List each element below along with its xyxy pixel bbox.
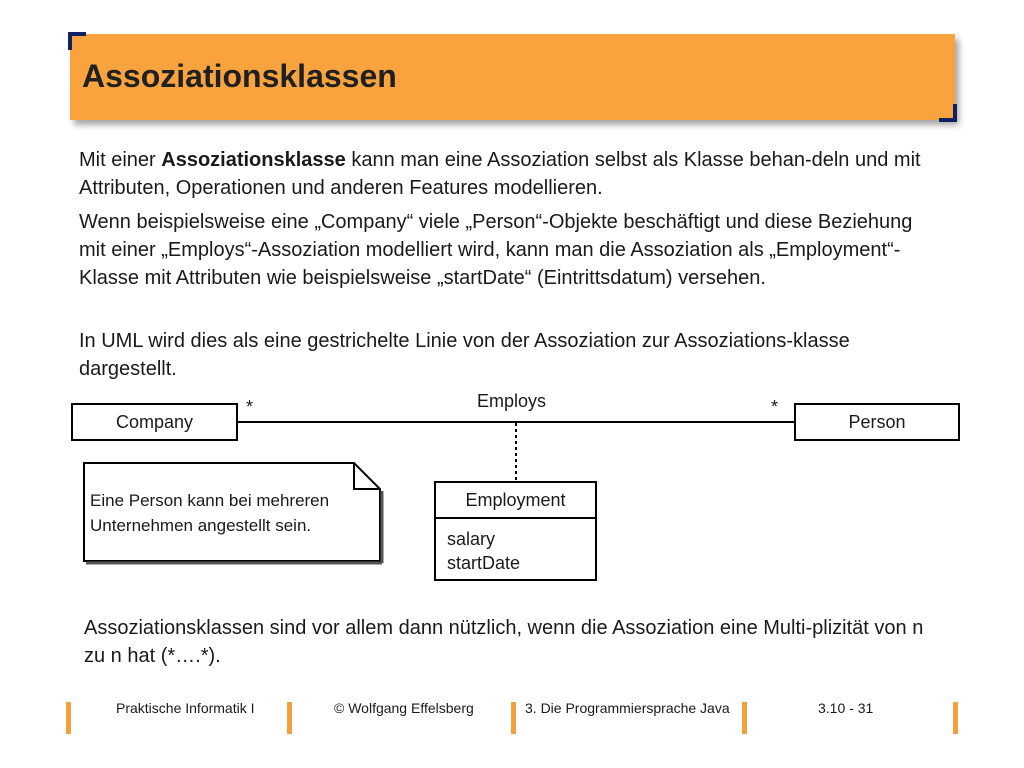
footer-author: © Wolfgang Effelsberg [334, 700, 474, 716]
paragraph-3: In UML wird dies als eine gestrichelte Linie von der Assoziation zur Assoziations-klasse dargestellt. [79, 330, 850, 380]
note-line-1: Eine Person kann bei mehreren [90, 491, 330, 510]
paragraph-1-rest: kann man eine Assoziation selbst als Klasse behan-deln und mit Attributen, Operationen und anderen Features modellieren. [79, 149, 921, 199]
paragraph-2: Wenn beispielsweise eine „Company“ viele „Person“-Objekte beschäftigt und diese Beziehung mit einer „Employs“-Assoziation modelliert wird, kann man die Assoziation als „Employment“-Klasse mit Attributen wie beispielsweise „startDate“ (Eintrittsdatum) versehen. [79, 211, 913, 289]
footer-course: Praktische Informatik I [116, 700, 255, 716]
multiplicity-right: * [771, 397, 779, 417]
paragraph-4: Assoziationsklassen sind vor allem dann nützlich, wenn die Assoziation eine Multi-plizität von n zu n hat (*….*). [84, 617, 924, 667]
class-company [71, 403, 238, 441]
class-employment [434, 481, 597, 581]
footer-chapter: 3. Die Programmiersprache Java [525, 700, 730, 716]
class-company-label: Company [115, 412, 194, 432]
class-person [794, 403, 960, 441]
footer-separator [953, 702, 958, 734]
paragraph-1-term: Assoziationsklasse [161, 149, 346, 171]
class-employment-label: Employment [465, 490, 566, 510]
attribute-startdate: startDate [447, 553, 521, 573]
slide-title: Assoziationsklassen [82, 58, 397, 94]
footer-page-number: 3.10 - 31 [818, 700, 874, 716]
paragraph-1-start: Mit einer [79, 149, 162, 171]
footer-separator [742, 702, 747, 734]
association-name: Employs [477, 391, 547, 411]
footer-separator [66, 702, 71, 734]
footer-separator [287, 702, 292, 734]
attribute-salary: salary [447, 529, 496, 549]
footer-separator [511, 702, 516, 734]
class-divider [436, 517, 595, 519]
class-person-label: Person [848, 412, 906, 432]
note-line-2: Unternehmen angestellt sein. [90, 516, 312, 535]
multiplicity-left: * [246, 397, 254, 417]
